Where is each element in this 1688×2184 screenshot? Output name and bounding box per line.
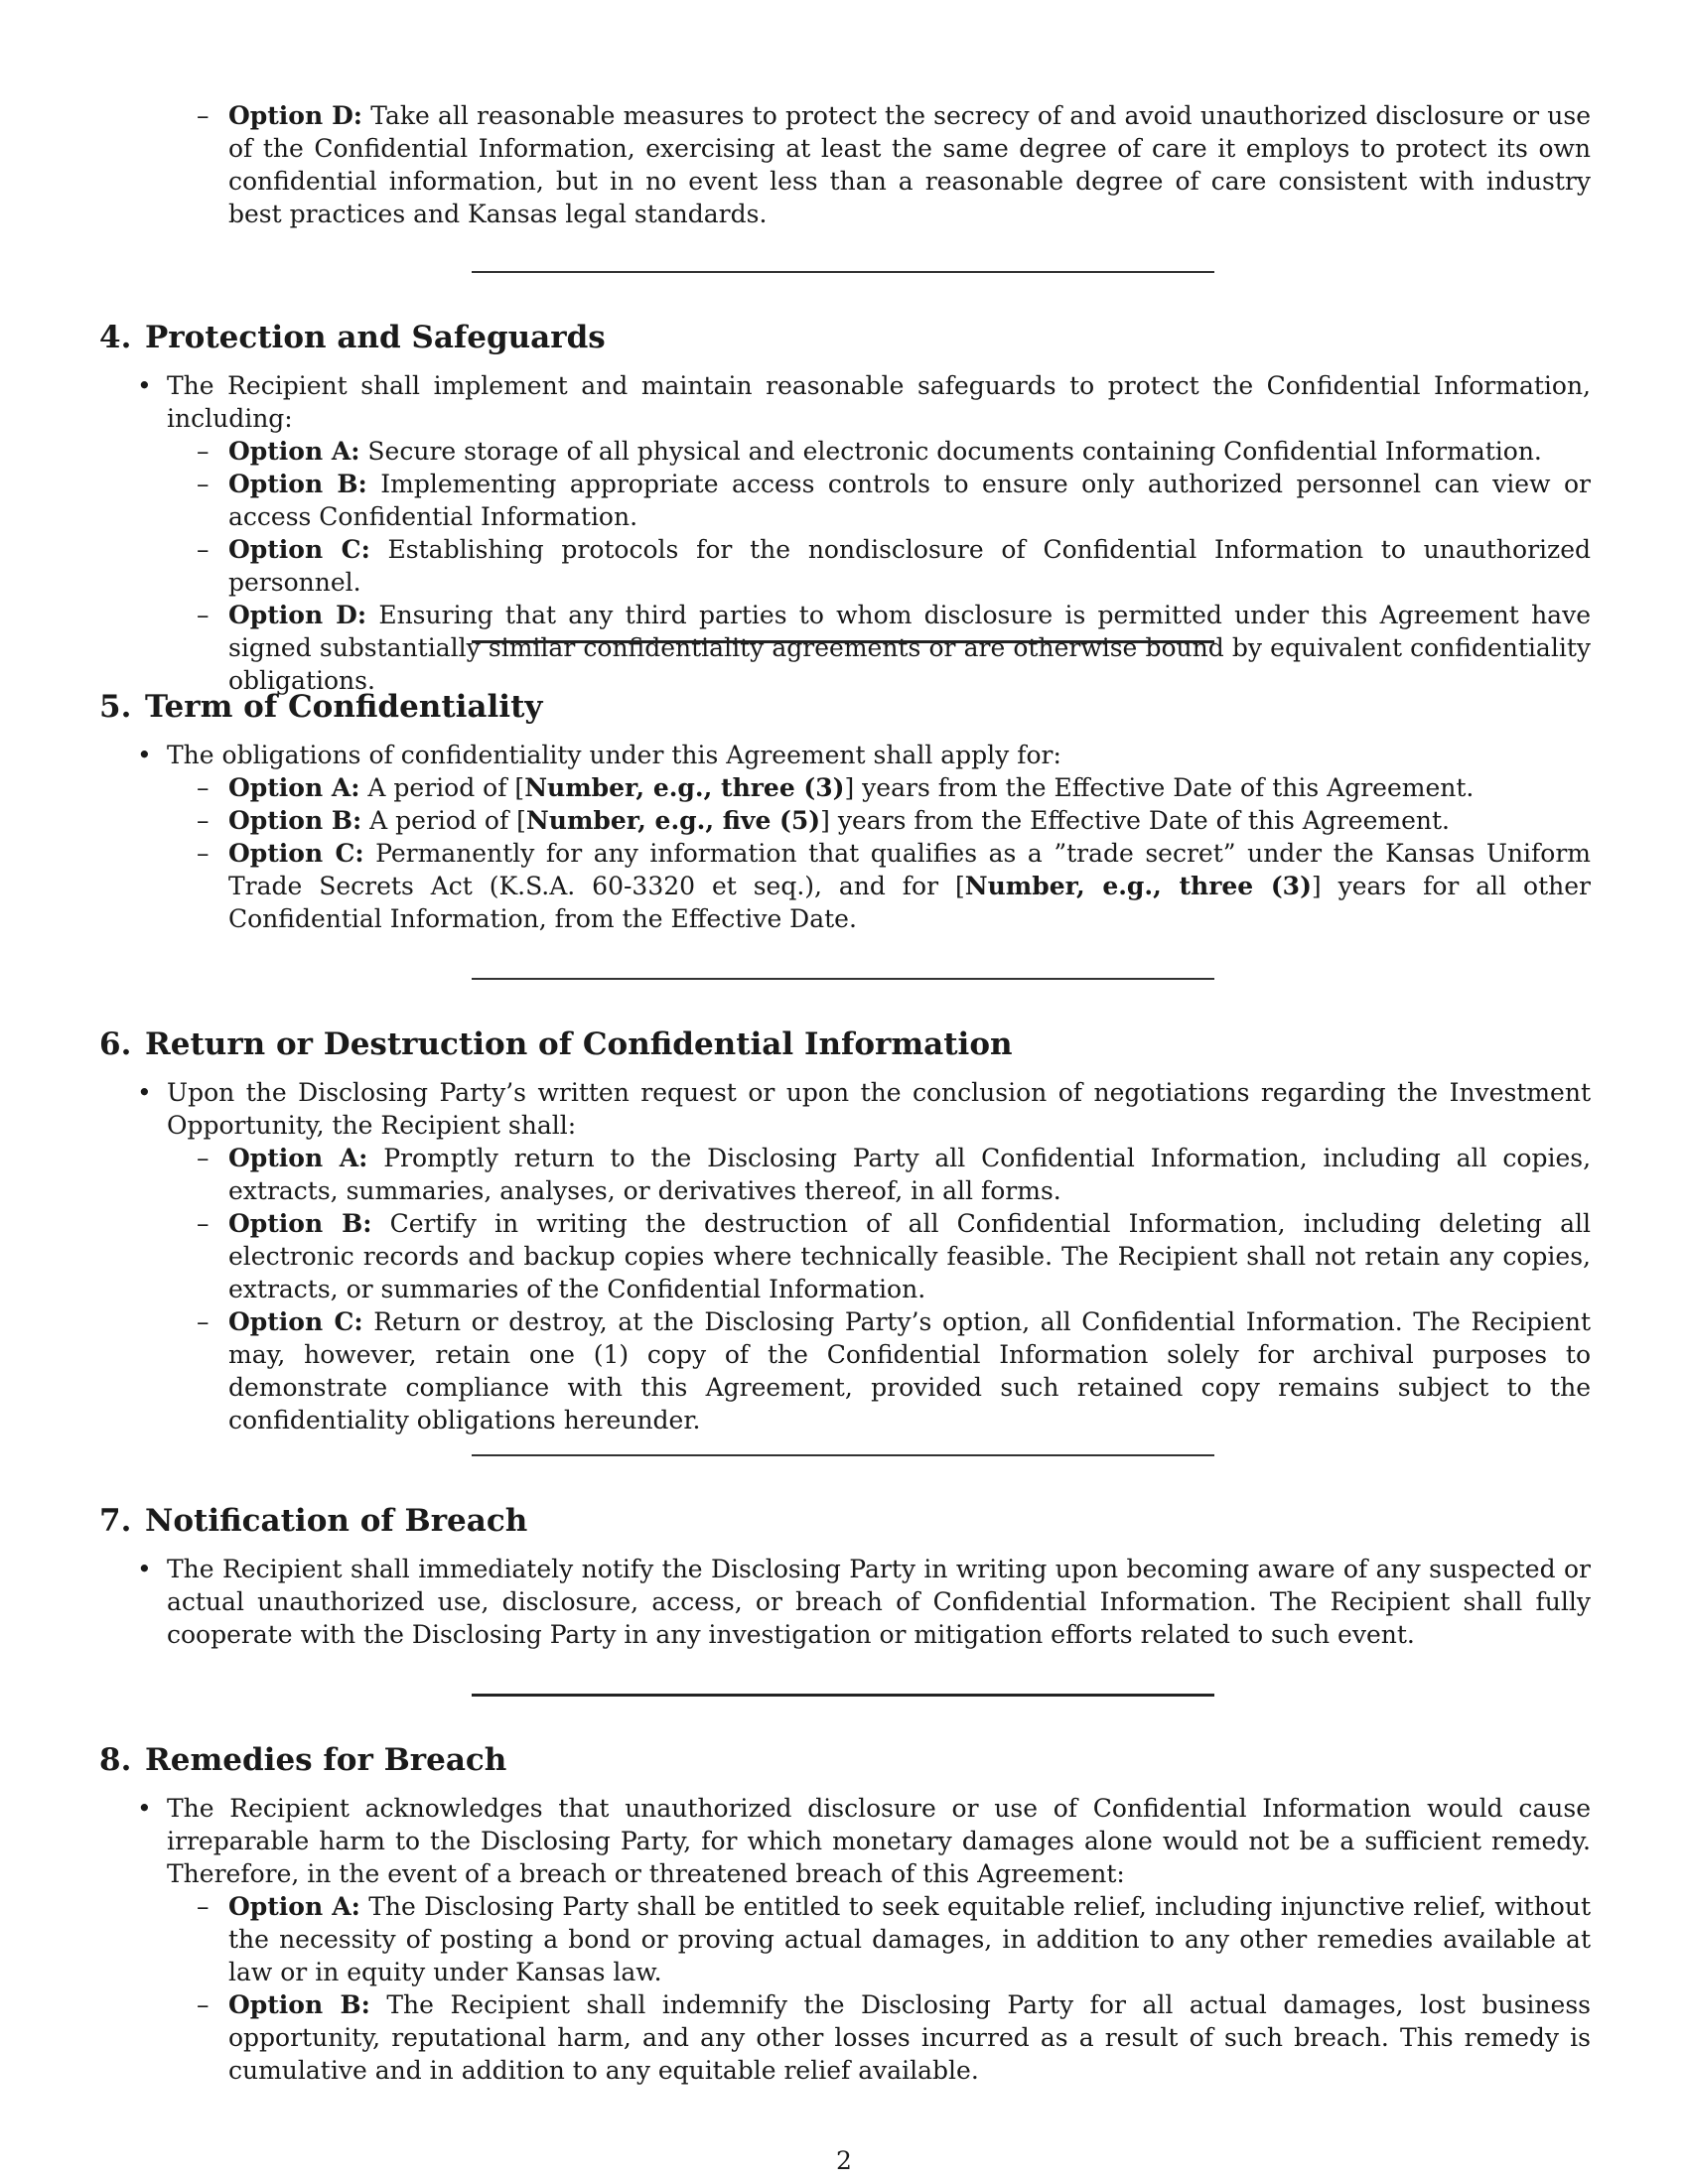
option-item: – Option B: A period of [Number, e.g., five (5)] years from the Effective Date of this Agreement. xyxy=(197,806,1450,835)
section-divider xyxy=(472,978,1214,980)
option-item: – Option A: A period of [Number, e.g., three (3)] years from the Effective Date of this Agreement. xyxy=(197,773,1475,802)
option-item: – Option C: Permanently for any information that qualifies as a ”trade secret” under the Kansas Uniform Trade Secrets Act (K.S.A. 60-3320 et seq.), and for [Number, e.g., three (3)] years for all other Confidential Information, from the Effective Date. xyxy=(197,839,1592,933)
option-text: Take all reasonable measures to protect the secrecy of and avoid unauthorized disclosure or use of the Confidential Information, exercising at least the same degree of care it employs to protect its own confidential information, but in no event less than a reasonable degree of care consistent with industry best practices and Kansas legal standards. xyxy=(228,101,1591,228)
section-heading: 6. Return or Destruction of Confidential Information xyxy=(99,1026,1013,1062)
section-8 xyxy=(99,1740,1591,2087)
section-6 xyxy=(99,1024,1591,1436)
dash-marker: – xyxy=(197,101,210,130)
option-item: – Option B: Certify in writing the destruction of all Confidential Information, including deleting all electronic records and backup copies where technically feasible. The Recipient shall not retain any copies, extracts, or summaries of the Confidential Information. xyxy=(197,1209,1591,1303)
section-divider xyxy=(472,640,1214,643)
section-heading: 8. Remedies for Breach xyxy=(99,1742,507,1778)
option-item: – Option C: Establishing protocols for the nondisclosure of Confidential Information to unauthorized personnel. xyxy=(197,535,1591,597)
section-heading: 4. Protection and Safeguards xyxy=(99,320,606,355)
bullet-marker: • xyxy=(137,1794,152,1823)
option-item: – Option A: Promptly return to the Disclosing Party all Confidential Information, including all copies, extracts, summaries, analyses, or derivatives thereof, in all forms. xyxy=(197,1144,1592,1205)
section-divider xyxy=(472,1454,1214,1456)
option-item: – Option B: The Recipient shall indemnify the Disclosing Party for all actual damages, lost business opportunity, reputational harm, and any other losses incurred as a result of such breach. This remedy is cumulative and in addition to any equitable relief available. xyxy=(197,1990,1591,2085)
option-item: – Option A: Secure storage of all physical and electronic documents containing Confidential Information. xyxy=(197,437,1542,466)
page-number: 2 xyxy=(836,2146,852,2175)
option-item: – Option B: Implementing appropriate access controls to ensure only authorized personnel can view or access Confidential Information. xyxy=(197,470,1591,531)
section-heading: 5. Term of Confidentiality xyxy=(99,689,543,725)
bullet-marker: • xyxy=(137,1078,152,1107)
bullet-item: • The Recipient shall immediately notify the Disclosing Party in writing upon becoming aware of any suspected or actual unauthorized use, disclosure, access, or breach of Confidential Information. The Recipient shall fully cooperate with the Disclosing Party in any investigation or mitigation efforts related to such event. xyxy=(137,1555,1591,1649)
section-divider xyxy=(472,271,1214,273)
bullet-item: • Upon the Disclosing Party’s written request or upon the conclusion of negotiations regarding the Investment Opportunity, the Recipient shall: xyxy=(137,1078,1591,1140)
section-5 xyxy=(99,687,1591,935)
option-item: – Option D: Ensuring that any third parties to whom disclosure is permitted under this Agreement have signed substantially similar confidentiality agreements or are otherwise bound by equivalent confidentiality obligations. xyxy=(197,601,1592,695)
bullet-item: • The Recipient acknowledges that unauthorized disclosure or use of Confidential Information would cause irreparable harm to the Disclosing Party, for which monetary damages alone would not be a sufficient remedy. Therefore, in the event of a breach or threatened breach of this Agreement: xyxy=(137,1794,1591,1888)
section-divider xyxy=(472,1694,1214,1697)
intro-option-d xyxy=(99,99,1591,230)
section-heading: 7. Notification of Breach xyxy=(99,1503,528,1539)
option-item: – Option C: Return or destroy, at the Disclosing Party’s option, all Confidential Information. The Recipient may, however, retain one (1) copy of the Confidential Information solely for archival purposes to demonstrate compliance with this Agreement, provided such retained copy remains subject to the confidentiality obligations hereunder. xyxy=(197,1307,1592,1434)
bullet-item: • The Recipient shall implement and maintain reasonable safeguards to protect the Confidential Information, including: xyxy=(137,371,1591,433)
bullet-marker: • xyxy=(137,1555,152,1583)
section-7 xyxy=(99,1501,1591,1651)
bullet-item: • The obligations of confidentiality under this Agreement shall apply for: xyxy=(137,741,1061,769)
bullet-marker: • xyxy=(137,371,152,400)
option-item: – Option A: The Disclosing Party shall be entitled to seek equitable relief, including injunctive relief, without the necessity of posting a bond or proving actual damages, in addition to any other remedies available at law or in equity under Kansas law. xyxy=(197,1892,1592,1986)
bullet-marker: • xyxy=(137,741,152,769)
option-label: Option D: xyxy=(228,101,363,130)
